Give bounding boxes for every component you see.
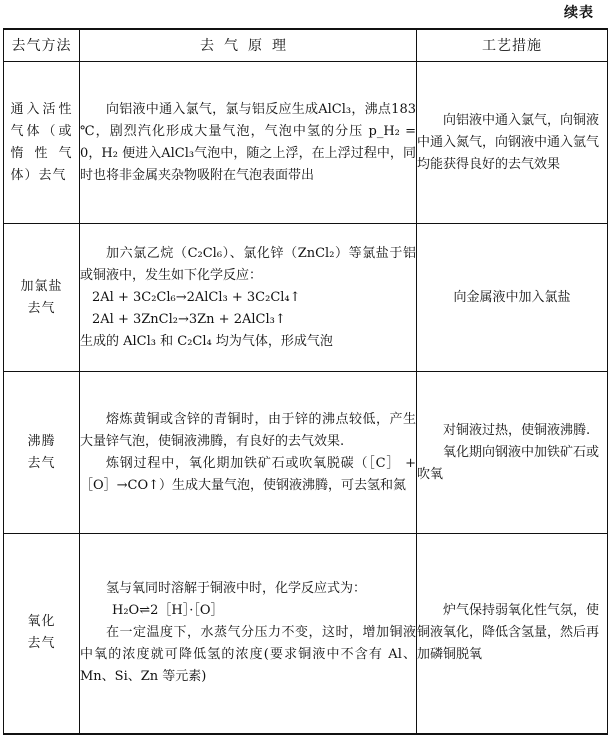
- header-measure: 工艺措施: [417, 29, 608, 62]
- table-row: [4, 372, 608, 534]
- method-cell: [4, 372, 80, 534]
- principle-intro: 氢与氧同时溶解于铜液中时，化学反应式为：: [106, 581, 367, 597]
- measure-cell: [417, 372, 608, 534]
- table-row: [4, 224, 608, 372]
- header-row: [4, 29, 608, 62]
- method-cell: [4, 534, 80, 734]
- reaction-equation: 2Al + 3C₂Cl₆→2AlCl₃ + 3C₂Cl₄↑: [92, 289, 301, 305]
- measure-text: 向铝液中通入氯气，向铜液中通入氮气，向钢液中通入氩气均能获得良好的去气效果: [417, 112, 600, 172]
- measure-cell: [417, 534, 608, 734]
- reaction-equation: 2Al + 3ZnCl₂→3Zn + 2AlCl₃↑: [92, 311, 286, 327]
- table-row: [4, 62, 608, 224]
- measure-cell: [417, 62, 608, 224]
- principle-paragraph: 向铝液中通入氯气，氯与铝反应生成AlCl₃，沸点183 ℃，剧烈汽化形成大量气泡，气泡中氢的分压 p_H₂ = 0，H₂ 便进入AlCl₃气泡中，随之上浮，在上浮过程中，同时也将非金属夹杂物吸附在气泡表面带出: [80, 101, 416, 183]
- header-method: 去气方法: [4, 29, 80, 62]
- measure-text: 炉气保持弱氧化性气氛，使铜液氧化，降低含氢量，然后再加磷铜脱氧: [417, 603, 600, 663]
- measure-cell: [417, 224, 608, 372]
- measure-text: 氧化期向钢液中加铁矿石或吹氧: [417, 444, 600, 482]
- method-label: 加氯盐去气: [20, 278, 63, 316]
- method-cell: [4, 224, 80, 372]
- degassing-table: [3, 28, 608, 735]
- principle-paragraph: 熔炼黄铜或含锌的青铜时，由于锌的沸点较低，产生大量锌气泡，使铜液沸腾，有良好的去气效果.: [80, 411, 416, 449]
- principle-intro: 加六氯乙烷（C₂Cl₆）、氯化锌（ZnCl₂）等氯盐于铝或铜液中，发生如下化学反应：: [80, 245, 416, 283]
- principle-paragraph: 炼钢过程中，氧化期加铁矿石或吹氧脱碳（［C］ + ［O］→CO↑）生成大量气泡，使钢液沸腾，可去氢和氮: [80, 455, 416, 493]
- reaction-equation: H₂O⇌2［H］·［O］: [112, 603, 224, 619]
- principle-outro: 生成的 AlCl₃ 和 C₂Cl₄ 均为气体，形成气泡: [80, 333, 333, 349]
- principle-cell: [80, 372, 417, 534]
- method-cell: [4, 62, 80, 224]
- principle-outro: 在一定温度下，水蒸气分压力不变，这时，增加铜液中氧的浓度就可降低氢的浓度(要求铜液中不含有 Al、Mn、Si、Zn 等元素): [80, 625, 416, 685]
- principle-cell: [80, 62, 417, 224]
- principle-cell: [80, 534, 417, 734]
- method-label: 沸腾去气: [27, 433, 56, 471]
- continued-label: 续表: [564, 5, 594, 21]
- table-row: [4, 534, 608, 734]
- method-label: 氧化去气: [27, 614, 56, 652]
- measure-text: 向金属液中加入氯盐: [453, 289, 571, 305]
- measure-text: 对铜液过热，使铜液沸腾.: [443, 422, 591, 438]
- principle-cell: [80, 224, 417, 372]
- header-principle: 去气原理: [80, 29, 417, 62]
- method-label: 通入活性气体（或惰性气体）去气: [10, 101, 73, 183]
